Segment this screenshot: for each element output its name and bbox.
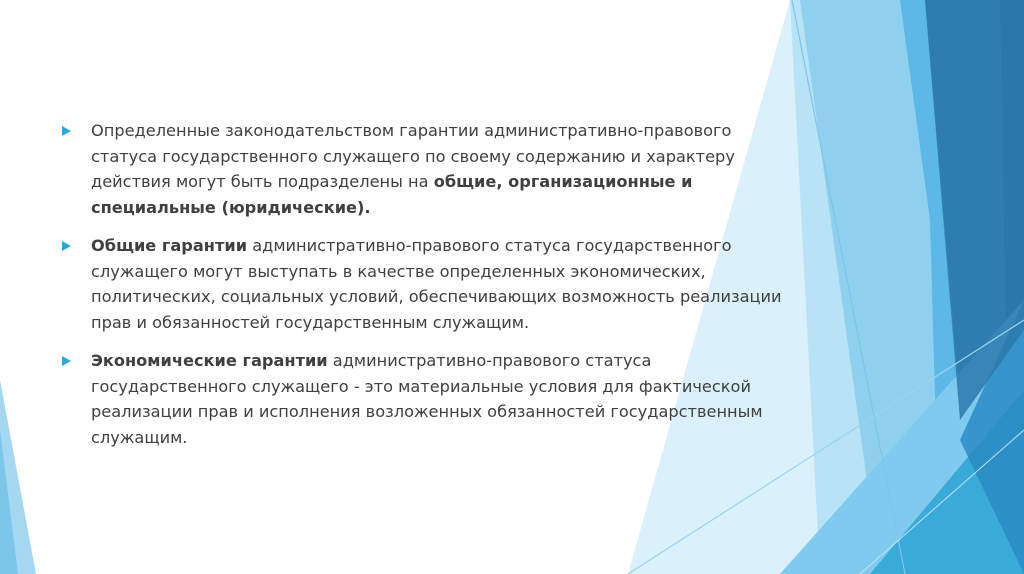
bullet-bold-text: общие, организационные и специальные (юридические). xyxy=(91,172,693,217)
bullet-bold-text: Экономические гарантии xyxy=(91,351,328,370)
bullet-text: Определенные законодательством гарантии административно-правового статуса государственного служащего по своему содержанию и характеру действия могут быть подразделены на xyxy=(91,121,735,191)
bullet-arrow-icon xyxy=(62,356,71,366)
bullet-arrow-icon xyxy=(62,126,71,136)
bullet-arrow-icon xyxy=(62,241,71,251)
bullet-item xyxy=(62,233,782,335)
bullet-item xyxy=(62,348,782,450)
bullet-list xyxy=(62,118,782,463)
bullet-text: административно-правового статуса государственного служащего могут выступать в качестве определенных экономических, политических, социальных условий, обеспечивающих возможность реализации прав и обязанностей государственным служащим. xyxy=(91,236,782,332)
bullet-bold-text: Общие гарантии xyxy=(91,236,248,255)
bullet-text: административно-правового статуса государственного служащего - это материальные условия для фактической реализации прав и исполнения возложенных обязанностей государственным служащим. xyxy=(91,351,763,447)
bullet-item xyxy=(62,118,782,220)
